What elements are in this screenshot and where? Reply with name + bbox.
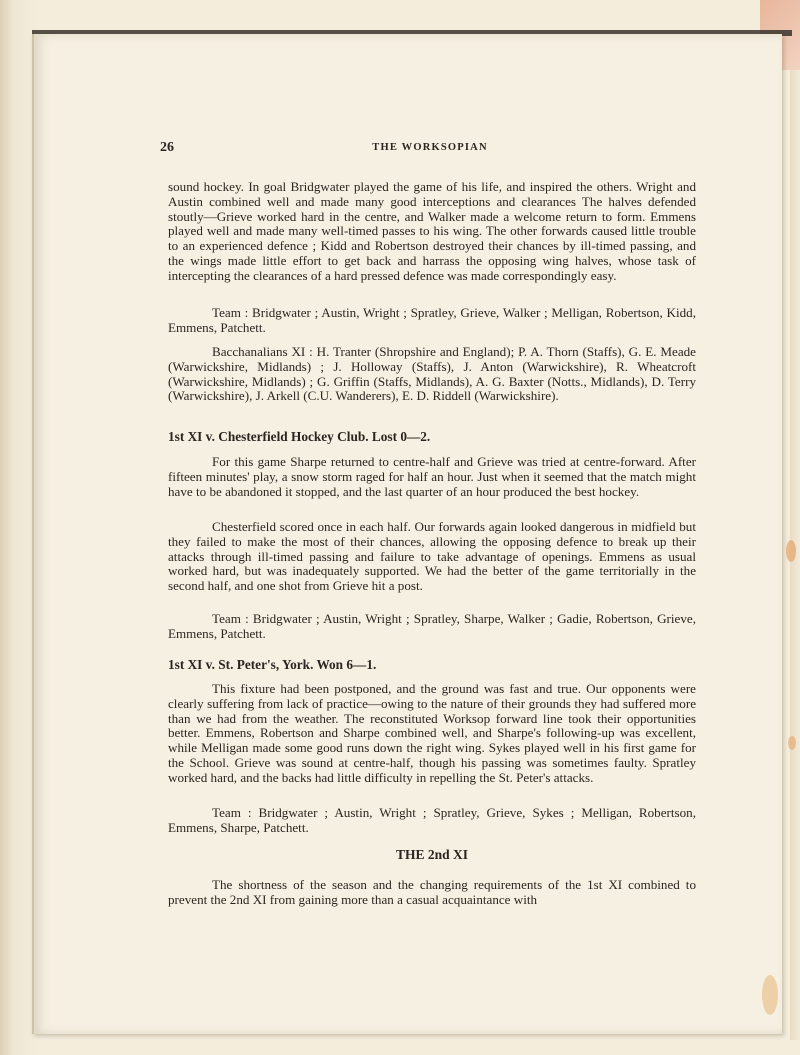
paragraph: [168, 180, 696, 284]
page-number: 26: [160, 140, 174, 155]
match-heading-chesterfield: 1st XI v. Chesterfield Hockey Club. Lost 0—2.: [168, 429, 431, 444]
team-list-text: Team : Bridgwater ; Austin, Wright ; Spratley, Grieve, Sykes ; Melligan, Robertson, Emmens, Sharpe, Patchett.: [168, 805, 696, 835]
running-head: [160, 140, 700, 158]
journal-title: THE WORKSOPIAN: [372, 142, 488, 153]
paragraph: [168, 682, 696, 786]
team-list: [168, 806, 696, 836]
foxing-spot: [788, 736, 796, 750]
paragraph: [168, 455, 696, 499]
paragraph-text: Chesterfield scored once in each half. Our forwards again looked dangerous in midfield but they failed to make the most of their chances, allowing the opposing defence to break up their attacks through ill-timed passing and failure to take advantage of openings. Emmens as usual worked hard, but was inadequately supported. We had the better of the game territorially in the second half, and one shot from Grieve hit a post.: [168, 519, 696, 594]
foxing-spot: [762, 975, 778, 1015]
paragraph: [168, 520, 696, 594]
paragraph: [168, 878, 696, 908]
paragraph-text: sound hockey. In goal Bridgwater played the game of his life, and inspired the others. Wright and Austin combined well and made many good interceptions and clearances The halves defended stoutly—Grieve worked hard in the centre, and Walker made a welcome return to form. Emmens played well and made many well-timed passes to his wing. The other forwards caused little trouble to an experienced defence ; Kidd and Robertson destroyed their chances by ill-timed passing, and the wings made little effort to get back and harrass the opposing wing halves, whose task of intercepting the clearances of a hard pressed defence was made correspondingly easy.: [168, 179, 696, 283]
team-list: [168, 612, 696, 642]
match-heading-st-peters: 1st XI v. St. Peter's, York. Won 6—1.: [168, 657, 377, 672]
paragraph-text: For this game Sharpe returned to centre-half and Grieve was tried at centre-forward. After fifteen minutes' play, a snow storm raged for half an hour. Just when it seemed that the match might have to be abandoned it stopped, and the last quarter of an hour produced the best hockey.: [168, 454, 696, 499]
opponent-team-list: [168, 345, 696, 404]
team-list-text: Team : Bridgwater ; Austin, Wright ; Spratley, Sharpe, Walker ; Gadie, Robertson, Grieve, Emmens, Patchett.: [168, 611, 696, 641]
section-title: THE 2nd XI: [395, 847, 469, 862]
paragraph-text: The shortness of the season and the changing requirements of the 1st XI combined to prevent the 2nd XI from gaining more than a casual acquaintance with: [168, 877, 696, 907]
team-list-text: Team : Bridgwater ; Austin, Wright ; Spratley, Grieve, Walker ; Melligan, Robertson, Kidd, Emmens, Patchett.: [168, 305, 696, 335]
paragraph-text: This fixture had been postponed, and the ground was fast and true. Our opponents were clearly suffering from lack of practice—owing to the nature of their grounds they had suffered more than we had from the weather. The reconstituted Worksop forward line took their opportunities better. Emmens, Robertson and Sharpe combined well, and Sharpe's following-up was excellent, while Melligan made some good runs down the right wing. Sykes played well in his first game for the School. Grieve was sound at centre-half, though his passing was sometimes faulty. Spratley worked hard, and the backs had little difficulty in repelling the St. Peter's attacks.: [168, 681, 696, 785]
foxing-spot: [786, 540, 796, 562]
opponent-team-text: Bacchanalians XI : H. Tranter (Shropshire and England); P. A. Thorn (Staffs), G. E. Meade (Warwickshire, Midlands) ; J. Holloway (Staffs), J. Anton (Warwickshire), R. Wheatcroft (Warwickshire, Midlands) ; G. Griffin (Staffs, Midlands), A. G. Baxter (Notts., Midlands), D. Terry (Warwickshire), J. Arkell (C.U. Wanderers), E. D. Riddell (Warwickshire).: [168, 344, 696, 404]
team-list: [168, 306, 696, 336]
